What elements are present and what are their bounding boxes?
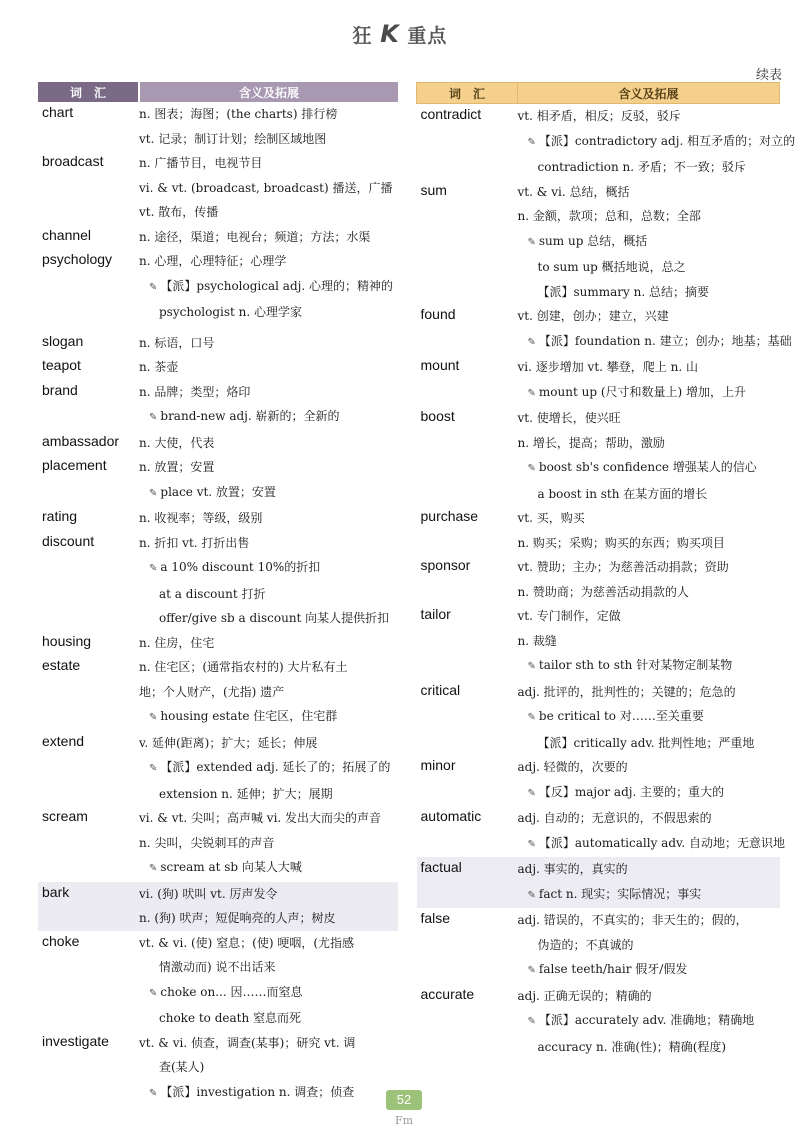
- meaning-line: n. 购买；采购；购买的东西；购买项目: [517, 535, 725, 550]
- meaning-line: vi. (狗) 吠叫 vt. 厉声发令: [139, 886, 278, 901]
- right-row-found: [417, 304, 780, 355]
- meaning-line: vt. 创建，创办；建立，兴建: [517, 309, 669, 323]
- vocab-word: channel: [42, 226, 92, 243]
- vocab-meaning: [518, 755, 780, 806]
- vocab-meaning: [139, 455, 398, 506]
- usage-note-line: ✎ 【派】accurately adv. 准确地；精确地: [518, 1008, 780, 1035]
- left-row-housing: [38, 631, 398, 656]
- usage-note-line: ✎ place vt. 放置；安置: [139, 480, 398, 507]
- vocab-meaning: [139, 355, 398, 380]
- meaning-line: vt. 使增长，使兴旺: [517, 411, 621, 425]
- vocab-meaning: [518, 406, 780, 506]
- meaning-line: adj. 正确无误的；精确的: [517, 988, 652, 1003]
- vocab-word: found: [420, 306, 456, 322]
- meaning-line: n. 折扣 vt. 打折出售: [139, 535, 250, 550]
- continued-label: 续表: [755, 68, 782, 83]
- vocab-meaning: [518, 355, 780, 406]
- vocab-meaning: [518, 857, 780, 908]
- left-row-teapot: [38, 355, 398, 380]
- vocab-meaning: [518, 908, 780, 984]
- meaning-line: 情激动而) 说不出话来: [159, 960, 276, 974]
- right-row-automatic: [417, 806, 780, 857]
- usage-note-line: ✎ be critical to 对……至关重要: [518, 704, 780, 731]
- meaning-line: choke to death 窒息而死: [159, 1011, 302, 1025]
- usage-note-line: ✎ fact n. 现实；实际情况；事实: [518, 882, 780, 909]
- left-header-word: 词 汇: [38, 82, 139, 102]
- meaning-line: psychologist n. 心理学家: [159, 305, 303, 319]
- publisher-logo: Fm: [394, 1114, 414, 1127]
- left-row-choke: [38, 931, 398, 1031]
- right-row-false: [417, 908, 780, 984]
- vocab-meaning: [139, 331, 398, 356]
- vocab-meaning: [517, 104, 796, 180]
- usage-note-line: ✎ brand-new adj. 崭新的；全新的: [139, 404, 398, 431]
- meaning-line: a boost in sth 在某方面的增长: [537, 486, 708, 501]
- meaning-line: 【派】critically adv. 批判性地；严重地: [537, 735, 755, 750]
- meaning-line: vt. 相矛盾，相反；反驳，驳斥: [517, 109, 681, 123]
- right-row-sponsor: [417, 555, 780, 604]
- vocab-word: extend: [42, 732, 85, 749]
- meaning-line: n. (狗) 吠声；短促响亮的人声；树皮: [139, 911, 336, 925]
- right-header-meaning: 含义及拓展: [518, 83, 780, 104]
- vocab-word: contradict: [420, 106, 482, 122]
- usage-note-line: ✎ 【派】investigation n. 调查；侦查: [139, 1080, 398, 1107]
- meaning-line: n. 住房，住宅: [139, 635, 215, 650]
- vocab-meaning: [139, 882, 398, 931]
- vocab-word: bark: [38, 882, 139, 931]
- right-row-purchase: [417, 506, 780, 555]
- vocab-word: chart: [42, 104, 74, 120]
- vocab-word: ambassador: [42, 432, 120, 449]
- meaning-line: extension n. 延伸；扩大；展期: [159, 786, 333, 801]
- vocab-word: choke: [42, 932, 80, 949]
- vocab-word: sponsor: [420, 557, 471, 573]
- left-row-psychology: [38, 249, 398, 331]
- left-row-extend: [38, 731, 398, 807]
- meaning-line: n. 收视率；等级，级别: [139, 511, 263, 525]
- meaning-line: n. 增长，提高；帮助，激励: [517, 435, 665, 450]
- vocab-word: minor: [420, 757, 456, 773]
- meaning-line: vi. 逐步增加 vt. 攀登，爬上 n. 山: [517, 360, 698, 374]
- vocab-word: brand: [42, 381, 78, 398]
- vocab-meaning: [139, 655, 398, 731]
- vocab-word: accurate: [420, 985, 475, 1002]
- meaning-line: adj. 自动的；无意识的，不假思索的: [517, 811, 712, 825]
- vocab-meaning: [139, 431, 398, 456]
- meaning-line: n. 茶壶: [139, 360, 179, 374]
- meaning-line: v. 延伸(距离)；扩大；延长；伸展: [139, 735, 318, 750]
- vocab-word: sum: [420, 181, 447, 198]
- vocab-meaning: [518, 680, 780, 756]
- right-row-minor: [417, 755, 780, 806]
- meaning-line: n. 赞助商；为慈善活动捐款的人: [517, 584, 689, 599]
- usage-note-line: ✎ 【派】contradictory adj. 相互矛盾的；对立的: [518, 129, 780, 156]
- left-row-rating: [38, 506, 398, 531]
- header-title-part1: 狂: [352, 25, 373, 47]
- left-row-scream: [38, 806, 398, 882]
- meaning-line: vt. 赞助；主办；为慈善活动捐款；资助: [517, 560, 729, 574]
- header-title-k: K: [380, 20, 400, 48]
- usage-note-line: ✎ choke on... 因……而窒息: [139, 980, 398, 1007]
- meaning-line: n. 品牌；类型；烙印: [139, 384, 251, 399]
- vocab-meaning: [518, 555, 780, 604]
- meaning-line: n. 标语，口号: [139, 335, 215, 350]
- meaning-line: adj. 批评的，批判性的；关键的；危急的: [517, 684, 736, 699]
- usage-note-line: ✎ 【派】extended adj. 延长了的；拓展了的: [139, 755, 398, 782]
- meaning-line: to sum up 概括地说，总之: [537, 260, 686, 274]
- usage-note-line: ✎ boost sb's confidence 增强某人的信心: [518, 455, 780, 482]
- usage-note-line: ✎ mount up (尺寸和数量上) 增加，上升: [518, 380, 780, 407]
- usage-note-line: ✎ 【派】automatically adv. 自动地；无意识地: [518, 831, 780, 858]
- left-row-broadcast: [38, 151, 398, 225]
- right-row-accurate: [417, 984, 780, 1060]
- right-row-critical: [417, 680, 780, 756]
- meaning-line: at a discount 打折: [159, 586, 266, 601]
- meaning-line: n. 尖叫，尖锐刺耳的声音: [139, 835, 275, 850]
- meaning-line: vi. & vt. 尖叫；高声喊 vi. 发出大而尖的声音: [139, 811, 382, 825]
- vocab-meaning: [139, 731, 398, 807]
- left-row-channel: [38, 225, 398, 250]
- meaning-line: offer/give sb a discount 向某人提供折扣: [159, 611, 390, 625]
- usage-note-line: ✎ sum up 总结，概括: [518, 229, 780, 256]
- vocab-meaning: [139, 380, 398, 431]
- meaning-line: n. 心理，心理特征；心理学: [139, 254, 287, 268]
- meaning-line: vt. 散布，传播: [139, 205, 219, 219]
- meaning-line: n. 放置；安置: [139, 460, 215, 474]
- meaning-line: adj. 轻微的，次要的: [517, 760, 628, 774]
- vocab-word: factual: [417, 857, 518, 908]
- vocab-word: psychology: [42, 251, 113, 267]
- vocab-meaning: [139, 631, 398, 656]
- usage-note-line: ✎ 【派】foundation n. 建立；创办；地基；基础: [518, 329, 780, 356]
- left-row-brand: [38, 380, 398, 431]
- left-row-ambassador: [38, 431, 398, 456]
- right-row-sum: [417, 180, 780, 305]
- page-number: 52: [386, 1090, 422, 1110]
- usage-note-line: ✎ 【反】major adj. 主要的；重大的: [518, 780, 780, 807]
- header-title-part2: 重点: [407, 25, 448, 47]
- vocab-meaning: [139, 506, 398, 531]
- vocab-word: broadcast: [42, 153, 104, 169]
- vocab-word: teapot: [42, 357, 81, 373]
- vocab-word: purchase: [420, 508, 479, 524]
- vocab-meaning: [518, 604, 780, 680]
- vocab-word: discount: [42, 532, 95, 549]
- vocab-meaning: [139, 225, 398, 250]
- right-row-tailor: [417, 604, 780, 680]
- left-row-discount: [38, 531, 398, 631]
- vocab-meaning: [517, 304, 792, 355]
- usage-note-line: ✎ tailor sth to sth 针对某物定制某物: [518, 653, 780, 680]
- page-header-title: [0, 20, 800, 48]
- meaning-line: adj. 事实的，真实的: [517, 862, 628, 876]
- vocab-word: investigate: [42, 1032, 109, 1049]
- meaning-line: vt. 买，购买: [517, 511, 585, 525]
- left-row-estate: [38, 655, 398, 731]
- vocab-word: slogan: [42, 332, 84, 349]
- meaning-line: n. 金额，款项；总和，总数；全部: [517, 209, 701, 223]
- meaning-line: n. 图表；海图；(the charts) 排行榜: [139, 107, 338, 121]
- meaning-line: accuracy n. 准确(性)；精确(程度): [537, 1039, 727, 1054]
- usage-note-line: ✎ 【派】psychological adj. 心理的；精神的: [139, 274, 398, 301]
- meaning-line: 伪造的；不真诚的: [537, 937, 634, 952]
- vocab-meaning: [139, 102, 398, 151]
- meaning-line: adj. 错误的，不真实的；非天生的；假的，: [517, 913, 748, 927]
- right-row-mount: [417, 355, 780, 406]
- meaning-line: 【派】summary n. 总结；摘要: [537, 284, 709, 299]
- usage-note-line: ✎ housing estate 住宅区，住宅群: [139, 704, 398, 731]
- meaning-line: n. 住宅区；(通常指农村的) 大片私有土: [139, 660, 348, 674]
- vocab-meaning: [139, 806, 398, 882]
- usage-note-line: ✎ scream at sb 向某人大喊: [139, 855, 398, 882]
- left-row-slogan: [38, 331, 398, 356]
- meaning-line: vi. & vt. (broadcast, broadcast) 播送，广播: [139, 180, 393, 195]
- right-row-contradict: [417, 104, 780, 180]
- right-vocab-table: [416, 82, 796, 1059]
- left-row-chart: [38, 102, 398, 151]
- left-header-meaning: 含义及拓展: [139, 82, 398, 102]
- meaning-line: vt. & vi. 侦查，调查(某事)；研究 vt. 调: [139, 1035, 356, 1050]
- left-vocab-table: [38, 82, 398, 1106]
- vocab-meaning: [518, 506, 780, 555]
- vocab-word: critical: [420, 681, 461, 698]
- vocab-meaning: [139, 531, 398, 631]
- vocab-word: estate: [42, 657, 81, 673]
- usage-note-line: ✎ a 10% discount 10%的折扣: [139, 555, 398, 582]
- vocab-word: automatic: [420, 808, 482, 824]
- vocab-word: false: [420, 910, 451, 926]
- left-row-placement: [38, 455, 398, 506]
- vocab-word: housing: [42, 632, 92, 649]
- left-row-bark: [38, 882, 398, 931]
- meaning-line: n. 裁缝: [517, 633, 557, 648]
- meaning-line: n. 广播节目，电视节目: [139, 156, 263, 170]
- meaning-line: vt. & vi. (使) 窒息；(使) 哽咽，(尤指感: [139, 935, 355, 950]
- vocab-word: boost: [420, 408, 455, 424]
- meaning-line: n. 大使，代表: [139, 435, 215, 450]
- right-header-word: 词 汇: [417, 83, 518, 104]
- vocab-word: rating: [42, 508, 78, 524]
- right-row-factual: [417, 857, 780, 908]
- meaning-line: vt. & vi. 总结，概括: [517, 184, 630, 199]
- vocab-word: tailor: [420, 606, 451, 622]
- meaning-line: 查(某人): [159, 1060, 205, 1074]
- vocab-meaning: [139, 151, 398, 225]
- usage-note-line: ✎ false teeth/hair 假牙/假发: [518, 957, 780, 984]
- vocab-meaning: [139, 249, 398, 331]
- vocab-meaning: [139, 931, 398, 1031]
- meaning-line: 地；个人财产，(尤指) 遗产: [139, 684, 285, 699]
- right-row-boost: [417, 406, 780, 506]
- vocab-word: mount: [420, 357, 460, 373]
- meaning-line: vt. 专门制作，定做: [517, 609, 621, 623]
- vocab-word: scream: [42, 808, 88, 824]
- page-footer: [0, 1088, 800, 1142]
- vocab-word: placement: [42, 457, 107, 473]
- vocab-meaning: [518, 180, 780, 305]
- meaning-line: vt. 记录；制订计划；绘制区域地图: [139, 131, 327, 146]
- meaning-line: n. 途径，渠道；电视台；频道；方法；水渠: [139, 229, 371, 244]
- vocab-meaning: [517, 806, 785, 857]
- meaning-line: contradiction n. 矛盾；不一致；驳斥: [537, 160, 746, 174]
- vocab-meaning: [518, 984, 780, 1060]
